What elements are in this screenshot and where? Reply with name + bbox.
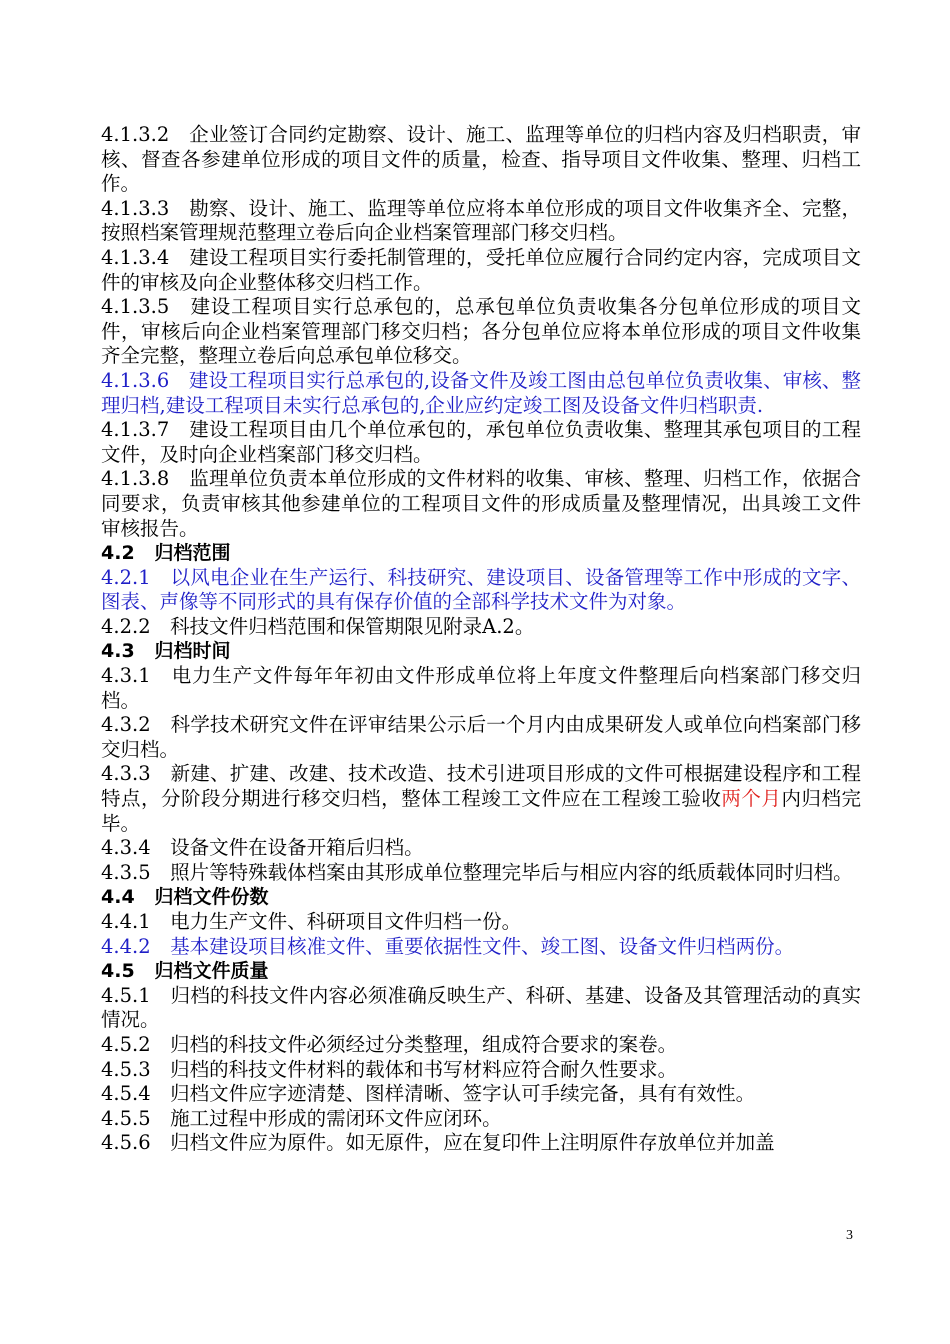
- section-heading-4-3: [101, 639, 861, 664]
- clause-4-1-3-3: [101, 197, 861, 246]
- clause-number: 4.3.2: [101, 713, 151, 737]
- section-title: 归档范围: [154, 542, 231, 565]
- clause-text: 科技文件归档范围和保管期限见附录A.2。: [170, 614, 535, 638]
- clause-number: 4.2.1: [101, 565, 151, 589]
- clause-4-1-3-2: [101, 123, 861, 197]
- clause-number: 4.4.2: [101, 934, 151, 958]
- clause-number: 4.3.1: [101, 664, 151, 688]
- clause-text: 新建、扩建、改建、技术改造、技术引进项目形成的文件可根据建设程序和工程特点，分阶段分期进行移交归档，整体工程竣工文件应在工程竣工验收: [101, 762, 861, 811]
- section-title: 归档文件份数: [154, 886, 269, 909]
- clause-4-3-2: [101, 713, 861, 762]
- clause-text: 设备文件在设备开箱后归档。: [170, 836, 424, 860]
- clause-text: 归档的科技文件内容必须准确反映生产、科研、基建、设备及其管理活动的真实情况。: [101, 983, 861, 1032]
- clause-4-3-4: [101, 836, 861, 861]
- clause-text: 科学技术研究文件在评审结果公示后一个月内由成果研发人或单位向档案部门移交归档。: [101, 713, 861, 761]
- clause-number: 4.1.3.6: [101, 368, 170, 392]
- clause-number: 4.3.3: [101, 762, 151, 786]
- section-title: 归档时间: [154, 640, 231, 663]
- clause-4-3-3: [101, 762, 861, 836]
- clause-4-5-6: [101, 1131, 861, 1156]
- clause-text: 勘察、设计、施工、监理等单位应将本单位形成的项目文件收集齐全、完整，按照档案管理规范整理立卷后向企业档案管理部门移交归档。: [101, 196, 861, 245]
- clause-text: 电力生产文件每年年初由文件形成单位将上年度文件整理后向档案部门移交归档。: [101, 664, 861, 712]
- clause-number: 4.1.3.8: [101, 467, 170, 491]
- section-number: 4.2: [101, 542, 135, 565]
- clause-4-1-3-7: [101, 418, 861, 467]
- clause-number: 4.5.5: [101, 1106, 151, 1130]
- clause-text: 监理单位负责本单位形成的文件材料的收集、审核、整理、归档工作，依据合同要求，负责审核其他参建单位的工程项目文件的形成质量及整理情况，出具竣工文件审核报告。: [101, 467, 861, 540]
- clause-number: 4.1.3.7: [101, 418, 170, 442]
- clause-4-2-1: [101, 566, 861, 615]
- clause-text: 归档文件应为原件。如无原件，应在复印件上注明原件存放单位并加盖: [170, 1131, 775, 1155]
- clause-4-3-5: [101, 861, 861, 886]
- section-heading-4-5: [101, 959, 861, 984]
- section-title: 归档文件质量: [154, 960, 269, 983]
- section-number: 4.4: [101, 886, 135, 909]
- clause-number: 4.5.1: [101, 983, 151, 1007]
- clause-text: 归档的科技文件必须经过分类整理，组成符合要求的案卷。: [170, 1032, 678, 1056]
- clause-number: 4.5.4: [101, 1082, 151, 1106]
- clause-text: 建设工程项目实行委托制管理的，受托单位应履行合同约定内容，完成项目文件的审核及向企业整体移交归档工作。: [101, 245, 861, 294]
- clause-text: 归档文件应字迹清楚、图样清晰、签字认可手续完备，具有有效性。: [170, 1082, 756, 1106]
- clause-4-1-3-4: [101, 246, 861, 295]
- clause-4-4-2: [101, 935, 861, 960]
- clause-4-1-3-5: [101, 295, 861, 369]
- clause-text: 归档的科技文件材料的载体和书写材料应符合耐久性要求。: [170, 1057, 678, 1081]
- clause-text: 建设工程项目实行总承包的，总承包单位负责收集各分包单位形成的项目文件，审核后向企业档案管理部门移交归档；各分包单位应将本单位形成的项目文件收集齐全完整，整理立卷后向总承包单位移交。: [101, 295, 861, 368]
- clause-4-3-1: [101, 664, 861, 713]
- section-number: 4.5: [101, 960, 135, 983]
- clause-4-5-1: [101, 984, 861, 1033]
- clause-number: 4.2.2: [101, 614, 151, 638]
- section-number: 4.3: [101, 640, 135, 663]
- clause-4-4-1: [101, 910, 861, 935]
- clause-text: 以风电企业在生产运行、科技研究、建设项目、设备管理等工作中形成的文字、图表、声像等不同形式的具有保存价值的全部科学技术文件为对象。: [101, 565, 861, 614]
- clause-text: 照片等特殊载体档案由其形成单位整理完毕后与相应内容的纸质载体同时归档。: [170, 860, 853, 884]
- clause-4-5-5: [101, 1107, 861, 1132]
- clause-number: 4.3.5: [101, 860, 151, 884]
- clause-number: 4.1.3.4: [101, 245, 170, 269]
- clause-4-2-2: [101, 615, 861, 640]
- clause-number: 4.1.3.2: [101, 123, 170, 146]
- clause-4-1-3-8: [101, 467, 861, 541]
- clause-4-1-3-6: [101, 369, 861, 418]
- clause-text: 企业签订合同约定勘察、设计、施工、监理等单位的归档内容及归档职责，审核、督查各参建单位形成的项目文件的质量，检查、指导项目文件收集、整理、归档工作。: [101, 123, 861, 196]
- clause-4-5-4: [101, 1082, 861, 1107]
- clause-text: 施工过程中形成的需闭环文件应闭环。: [170, 1106, 502, 1130]
- highlighted-deadline: 两个月: [721, 787, 782, 811]
- section-heading-4-2: [101, 541, 861, 566]
- clause-4-5-2: [101, 1033, 861, 1058]
- clause-number: 4.5.6: [101, 1131, 151, 1155]
- clause-text: 电力生产文件、科研项目文件归档一份。: [170, 910, 522, 933]
- clause-number: 4.3.4: [101, 836, 151, 860]
- clause-number: 4.5.3: [101, 1057, 151, 1081]
- clause-number: 4.5.2: [101, 1032, 151, 1056]
- clause-text: 基本建设项目核准文件、重要依据性文件、竣工图、设备文件归档两份。: [170, 934, 795, 958]
- page-number: 3: [846, 1228, 853, 1243]
- document-body: [101, 123, 861, 1156]
- section-heading-4-4: [101, 885, 861, 910]
- clause-number: 4.1.3.5: [101, 295, 170, 319]
- clause-number: 4.1.3.3: [101, 196, 170, 220]
- clause-number: 4.4.1: [101, 910, 151, 933]
- clause-4-5-3: [101, 1058, 861, 1083]
- clause-text: 建设工程项目实行总承包的,设备文件及竣工图由总包单位负责收集、审核、整理归档,建设工程项目未实行总承包的,企业应约定竣工图及设备文件归档职责.: [101, 368, 861, 417]
- clause-text-tail: 内归档完毕。: [101, 787, 861, 835]
- clause-text: 建设工程项目由几个单位承包的，承包单位负责收集、整理其承包项目的工程文件，及时向企业档案部门移交归档。: [101, 418, 861, 466]
